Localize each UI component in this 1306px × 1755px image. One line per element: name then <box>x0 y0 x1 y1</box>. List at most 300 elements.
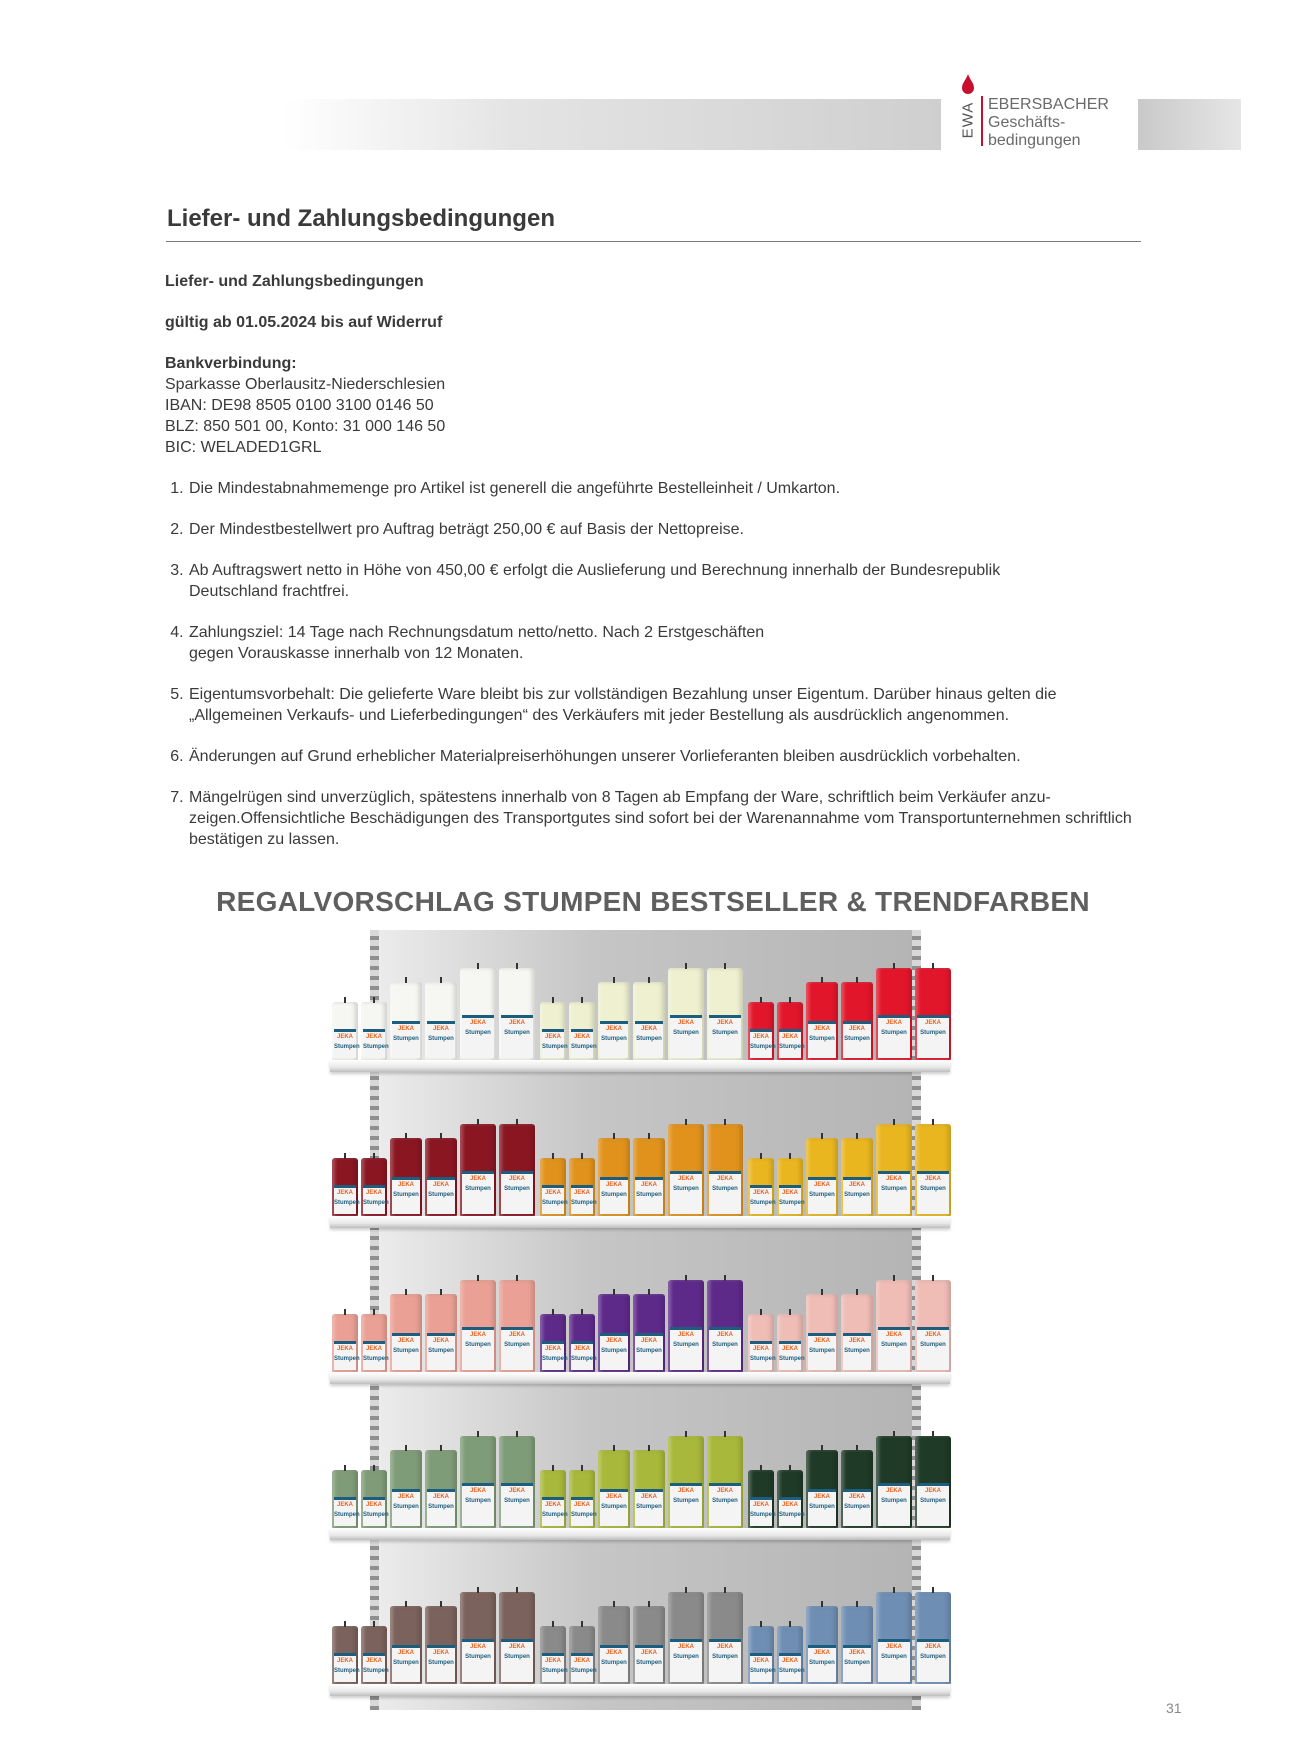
candle <box>915 1592 951 1684</box>
candle-label <box>635 1489 663 1526</box>
candle-wick <box>373 997 375 1003</box>
candle-label <box>917 1483 949 1526</box>
candle-product: Stumpen <box>601 1659 627 1666</box>
shelf-board <box>330 1216 950 1228</box>
candle-product: Stumpen <box>428 1659 454 1666</box>
candle-wick <box>724 1587 726 1593</box>
candle <box>668 1436 704 1528</box>
candle-brand: JEKA <box>397 1493 414 1500</box>
header-gradient-bar <box>283 99 941 150</box>
candle-product: Stumpen <box>334 1356 360 1363</box>
candle-product: Stumpen <box>334 1044 360 1051</box>
candle-label <box>750 1497 776 1526</box>
candle-wick <box>516 963 518 969</box>
candle <box>806 1138 838 1216</box>
candle-label <box>600 1177 628 1214</box>
candle <box>806 1606 838 1684</box>
candle-wick <box>685 1587 687 1593</box>
candle-label <box>462 1171 494 1214</box>
candle-brand: JEKA <box>640 1493 657 1500</box>
candle-wick <box>724 1431 726 1437</box>
candle <box>707 1124 743 1216</box>
candle-wick <box>685 963 687 969</box>
candle-wick <box>552 1309 554 1315</box>
candle-brand: JEKA <box>544 1346 561 1353</box>
candle-brand: JEKA <box>469 1487 486 1494</box>
candle-wick <box>613 1133 615 1139</box>
candle-brand: JEKA <box>716 1331 733 1338</box>
candle <box>633 1450 665 1528</box>
candle-brand: JEKA <box>848 1181 865 1188</box>
candle <box>841 1294 873 1372</box>
candle <box>499 1124 535 1216</box>
candle-wick <box>856 1133 858 1139</box>
candle-label <box>635 1333 663 1370</box>
candle-product: Stumpen <box>750 1356 776 1363</box>
candle-product: Stumpen <box>393 1035 419 1042</box>
candle-brand: JEKA <box>573 1190 590 1197</box>
candle-label <box>392 1645 420 1682</box>
candle <box>707 1280 743 1372</box>
candle-product: Stumpen <box>428 1503 454 1510</box>
candle <box>806 1450 838 1528</box>
candle-label <box>709 1639 741 1682</box>
terms-list <box>165 478 1140 850</box>
candle-label <box>670 1171 702 1214</box>
candle-label <box>542 1185 568 1214</box>
candle-brand: JEKA <box>924 1331 941 1338</box>
candle <box>425 1450 457 1528</box>
candle-brand: JEKA <box>336 1190 353 1197</box>
candle-brand: JEKA <box>397 1649 414 1656</box>
candle-brand: JEKA <box>365 1034 382 1041</box>
candle-brand: JEKA <box>813 1181 830 1188</box>
candle-label <box>779 1029 805 1058</box>
candle-product: Stumpen <box>673 1653 699 1660</box>
candle-product: Stumpen <box>920 1341 946 1348</box>
title-divider <box>166 241 1141 242</box>
candle-product: Stumpen <box>428 1191 454 1198</box>
bank-line: BLZ: 850 501 00, Konto: 31 000 146 50 <box>165 418 446 435</box>
candle-label <box>600 1333 628 1370</box>
candle-brand: JEKA <box>716 1019 733 1026</box>
candle-wick <box>477 1431 479 1437</box>
candle-product: Stumpen <box>465 1497 491 1504</box>
candle <box>460 1124 496 1216</box>
candle-label <box>427 1645 455 1682</box>
candle-wick <box>581 1465 583 1471</box>
candle-wick <box>760 1621 762 1627</box>
candle <box>668 968 704 1060</box>
candle-label <box>750 1029 776 1058</box>
candle-product: Stumpen <box>920 1029 946 1036</box>
candle-brand: JEKA <box>677 1643 694 1650</box>
candle-label <box>501 1171 533 1214</box>
candle <box>777 1626 803 1684</box>
candle-label <box>571 1185 597 1214</box>
candle <box>841 1606 873 1684</box>
candle-wick <box>856 1601 858 1607</box>
candle-wick <box>685 1275 687 1281</box>
candle-product: Stumpen <box>920 1497 946 1504</box>
candle-product: Stumpen <box>844 1659 870 1666</box>
candle-product: Stumpen <box>779 1044 805 1051</box>
candle-brand: JEKA <box>336 1658 353 1665</box>
candle <box>707 1436 743 1528</box>
candle-product: Stumpen <box>542 1200 568 1207</box>
candle <box>361 1626 387 1684</box>
candle-brand: JEKA <box>432 1649 449 1656</box>
candle <box>598 982 630 1060</box>
candle-label <box>709 1483 741 1526</box>
candle-product: Stumpen <box>504 1341 530 1348</box>
candle-wick <box>932 1587 934 1593</box>
candle-brand: JEKA <box>716 1175 733 1182</box>
candle <box>777 1314 803 1372</box>
candle <box>841 1450 873 1528</box>
candle-brand: JEKA <box>813 1493 830 1500</box>
candle-product: Stumpen <box>712 1497 738 1504</box>
candle-product: Stumpen <box>636 1035 662 1042</box>
candle-wick <box>821 1289 823 1295</box>
candle-label <box>709 1015 741 1058</box>
candle <box>748 1158 774 1216</box>
candle-product: Stumpen <box>504 1185 530 1192</box>
candle-brand: JEKA <box>848 1493 865 1500</box>
candle-brand: JEKA <box>924 1019 941 1026</box>
candle-wick <box>581 1621 583 1627</box>
term-item: 6. Änderungen auf Grund erheblicher Materialpreiserhöhungen unserer Vorlieferanten bleiben ausdrücklich vorbehalten. <box>188 746 1140 767</box>
candle-label <box>571 1497 597 1526</box>
candle <box>390 1606 422 1684</box>
candle-brand: JEKA <box>432 1493 449 1500</box>
candle-brand: JEKA <box>508 1175 525 1182</box>
candle-product: Stumpen <box>334 1668 360 1675</box>
candle-brand: JEKA <box>781 1034 798 1041</box>
candle-label <box>750 1653 776 1682</box>
candle <box>499 1592 535 1684</box>
candle-product: Stumpen <box>393 1659 419 1666</box>
candle-label <box>363 1341 389 1370</box>
candle-wick <box>932 1275 934 1281</box>
bank-label: Bankverbindung: <box>165 355 297 372</box>
candle-label <box>427 1021 455 1058</box>
candle-label <box>334 1185 360 1214</box>
candle-product: Stumpen <box>363 1200 389 1207</box>
candle-label <box>917 1171 949 1214</box>
candle <box>499 968 535 1060</box>
candle-product: Stumpen <box>393 1347 419 1354</box>
candle <box>748 1314 774 1372</box>
candle-wick <box>344 1153 346 1159</box>
candle-wick <box>344 1465 346 1471</box>
candle-label <box>878 1483 910 1526</box>
candle <box>915 1436 951 1528</box>
candle-brand: JEKA <box>677 1019 694 1026</box>
candle-brand: JEKA <box>469 1175 486 1182</box>
candle-brand: JEKA <box>508 1019 525 1026</box>
candle-product: Stumpen <box>571 1356 597 1363</box>
logo-mark: EWA <box>959 101 977 139</box>
candle-product: Stumpen <box>636 1191 662 1198</box>
candle <box>598 1606 630 1684</box>
candle-product: Stumpen <box>542 1044 568 1051</box>
candle-wick <box>344 1621 346 1627</box>
candle-wick <box>724 1275 726 1281</box>
candle <box>540 1626 566 1684</box>
candle-product: Stumpen <box>881 1029 907 1036</box>
candle-product: Stumpen <box>779 1668 805 1675</box>
candle-label <box>363 1497 389 1526</box>
candle <box>390 1294 422 1372</box>
candle <box>499 1436 535 1528</box>
shelf-board <box>330 1372 950 1384</box>
candle-label <box>843 1177 871 1214</box>
candle-wick <box>932 1119 934 1125</box>
logo-divider <box>981 96 983 146</box>
candle-product: Stumpen <box>363 1668 389 1675</box>
candle-label <box>709 1327 741 1370</box>
candle-wick <box>648 977 650 983</box>
candle-label <box>501 1015 533 1058</box>
candle-label <box>334 1653 360 1682</box>
candle-brand: JEKA <box>677 1175 694 1182</box>
candle-brand: JEKA <box>885 1019 902 1026</box>
candle-label <box>670 1483 702 1526</box>
bank-line: IBAN: DE98 8505 0100 3100 0146 50 <box>165 397 434 414</box>
candle-label <box>670 1639 702 1682</box>
header-gradient-bar-right <box>1138 99 1241 150</box>
candle-wick <box>893 1275 895 1281</box>
term-item: 4. Zahlungsziel: 14 Tage nach Rechnungsdatum netto/netto. Nach 2 Erstgeschäften gegen Vorauskasse innerhalb von 12 Monaten. <box>188 622 1140 664</box>
candle-wick <box>477 1587 479 1593</box>
candle-label <box>709 1171 741 1214</box>
candle-brand: JEKA <box>813 1337 830 1344</box>
intro-heading: Liefer- und Zahlungsbedingungen <box>165 273 424 290</box>
flame-icon <box>962 74 974 94</box>
candle <box>876 1592 912 1684</box>
candle-product: Stumpen <box>334 1512 360 1519</box>
candle-label <box>363 1653 389 1682</box>
candle-brand: JEKA <box>640 1337 657 1344</box>
candle <box>876 968 912 1060</box>
candle-label <box>635 1177 663 1214</box>
candle-wick <box>613 1445 615 1451</box>
candle-product: Stumpen <box>673 1029 699 1036</box>
candle <box>569 1626 595 1684</box>
candle-label <box>843 1489 871 1526</box>
candle-product: Stumpen <box>542 1668 568 1675</box>
candle-product: Stumpen <box>428 1347 454 1354</box>
candle-product: Stumpen <box>779 1512 805 1519</box>
candle <box>777 1002 803 1060</box>
candle-wick <box>581 997 583 1003</box>
candle-product: Stumpen <box>712 1029 738 1036</box>
candle-product: Stumpen <box>809 1503 835 1510</box>
candle-brand: JEKA <box>432 1337 449 1344</box>
candle-wick <box>760 997 762 1003</box>
candle-product: Stumpen <box>809 1347 835 1354</box>
candle-wick <box>405 1445 407 1451</box>
shelf-board <box>330 1060 950 1072</box>
candle-label <box>917 1327 949 1370</box>
candle <box>569 1158 595 1216</box>
candle <box>777 1470 803 1528</box>
candle-wick <box>552 1465 554 1471</box>
candle <box>748 1002 774 1060</box>
candle-product: Stumpen <box>571 1512 597 1519</box>
candle-brand: JEKA <box>605 1493 622 1500</box>
candle-brand: JEKA <box>640 1649 657 1656</box>
candle <box>332 1158 358 1216</box>
candle-label <box>392 1177 420 1214</box>
candle-label <box>600 1489 628 1526</box>
logo-wordmark <box>988 96 1109 150</box>
candle-brand: JEKA <box>365 1658 382 1665</box>
candle-wick <box>932 1431 934 1437</box>
candle <box>569 1470 595 1528</box>
candle-wick <box>552 1621 554 1627</box>
candle-wick <box>821 1445 823 1451</box>
candle-wick <box>373 1309 375 1315</box>
candle-label <box>878 1015 910 1058</box>
candle-brand: JEKA <box>640 1181 657 1188</box>
candle-wick <box>405 1289 407 1295</box>
candle-product: Stumpen <box>363 1044 389 1051</box>
candle-product: Stumpen <box>712 1185 738 1192</box>
candle-brand: JEKA <box>432 1025 449 1032</box>
candle-brand: JEKA <box>885 1175 902 1182</box>
candle-product: Stumpen <box>504 1653 530 1660</box>
candle <box>876 1124 912 1216</box>
candle-label <box>878 1639 910 1682</box>
candle-product: Stumpen <box>920 1185 946 1192</box>
candle-brand: JEKA <box>848 1337 865 1344</box>
candle-label <box>462 1483 494 1526</box>
term-item: 3. Ab Auftragswert netto in Höhe von 450,00 € erfolgt die Auslieferung und Berechnung innerhalb der Bundesrepublik Deutschland frachtfrei. <box>188 560 1140 602</box>
candle-product: Stumpen <box>504 1029 530 1036</box>
candle-label <box>363 1185 389 1214</box>
logo-line-2: Geschäfts- <box>988 114 1066 131</box>
candle <box>361 1314 387 1372</box>
candle-label <box>392 1021 420 1058</box>
term-item: 2. Der Mindestbestellwert pro Auftrag beträgt 250,00 € auf Basis der Nettopreise. <box>188 519 1140 540</box>
candle <box>540 1470 566 1528</box>
candle-wick <box>789 1153 791 1159</box>
candle-wick <box>648 1601 650 1607</box>
candle-wick <box>516 1587 518 1593</box>
candle-wick <box>552 1153 554 1159</box>
candle-product: Stumpen <box>844 1347 870 1354</box>
candle-wick <box>648 1445 650 1451</box>
candle <box>841 1138 873 1216</box>
candle-brand: JEKA <box>397 1337 414 1344</box>
candle-label <box>571 1653 597 1682</box>
candle-label <box>600 1021 628 1058</box>
candle-brand: JEKA <box>544 1190 561 1197</box>
candle-wick <box>613 977 615 983</box>
candle <box>460 968 496 1060</box>
candle <box>777 1158 803 1216</box>
candle-label <box>779 1653 805 1682</box>
candle <box>598 1294 630 1372</box>
candle-label <box>462 1327 494 1370</box>
candle-label <box>571 1029 597 1058</box>
candle-product: Stumpen <box>601 1503 627 1510</box>
candle-wick <box>344 1309 346 1315</box>
terms-content <box>165 271 1140 870</box>
candle-label <box>878 1327 910 1370</box>
candle-brand: JEKA <box>677 1331 694 1338</box>
candle-brand: JEKA <box>848 1649 865 1656</box>
candle-label <box>334 1029 360 1058</box>
candle-brand: JEKA <box>781 1190 798 1197</box>
candle-product: Stumpen <box>881 1185 907 1192</box>
candle-wick <box>581 1309 583 1315</box>
candle-brand: JEKA <box>336 1034 353 1041</box>
candle-wick <box>373 1465 375 1471</box>
candle-label <box>635 1645 663 1682</box>
candle-product: Stumpen <box>673 1341 699 1348</box>
bank-line: BIC: WELADED1GRL <box>165 439 322 456</box>
candle-product: Stumpen <box>636 1503 662 1510</box>
candle-label <box>427 1177 455 1214</box>
candle-product: Stumpen <box>542 1356 568 1363</box>
candle-label <box>808 1021 836 1058</box>
candle <box>915 1124 951 1216</box>
candle-brand: JEKA <box>848 1025 865 1032</box>
candle-label <box>843 1021 871 1058</box>
candle-wick <box>893 963 895 969</box>
candle-wick <box>685 1431 687 1437</box>
bank-line: Sparkasse Oberlausitz-Niederschlesien <box>165 376 446 393</box>
shelf-board <box>330 1684 950 1696</box>
candle <box>460 1592 496 1684</box>
candle <box>569 1314 595 1372</box>
candle-label <box>808 1645 836 1682</box>
shelf-title: REGALVORSCHLAG STUMPEN BESTSELLER & TRENDFARBEN <box>216 886 1090 917</box>
candle-wick <box>613 1289 615 1295</box>
candle-wick <box>552 997 554 1003</box>
candle-wick <box>344 997 346 1003</box>
candle-wick <box>789 1621 791 1627</box>
candle-product: Stumpen <box>636 1347 662 1354</box>
candle-product: Stumpen <box>809 1035 835 1042</box>
candle-wick <box>856 977 858 983</box>
candle-label <box>462 1639 494 1682</box>
candle-wick <box>893 1587 895 1593</box>
candle <box>332 1626 358 1684</box>
candle <box>460 1280 496 1372</box>
candle-label <box>334 1497 360 1526</box>
candle-brand: JEKA <box>813 1025 830 1032</box>
candle-product: Stumpen <box>504 1497 530 1504</box>
candle-product: Stumpen <box>542 1512 568 1519</box>
candle-brand: JEKA <box>544 1034 561 1041</box>
candle-product: Stumpen <box>750 1200 776 1207</box>
validity-note: gültig ab 01.05.2024 bis auf Widerruf <box>165 314 443 331</box>
candle-brand: JEKA <box>752 1346 769 1353</box>
candle <box>748 1470 774 1528</box>
candle-brand: JEKA <box>508 1331 525 1338</box>
candle-label <box>392 1489 420 1526</box>
candle <box>332 1314 358 1372</box>
candle-wick <box>821 1133 823 1139</box>
candle-wick <box>789 1465 791 1471</box>
candle-product: Stumpen <box>844 1503 870 1510</box>
candle-product: Stumpen <box>750 1044 776 1051</box>
candle-wick <box>821 977 823 983</box>
